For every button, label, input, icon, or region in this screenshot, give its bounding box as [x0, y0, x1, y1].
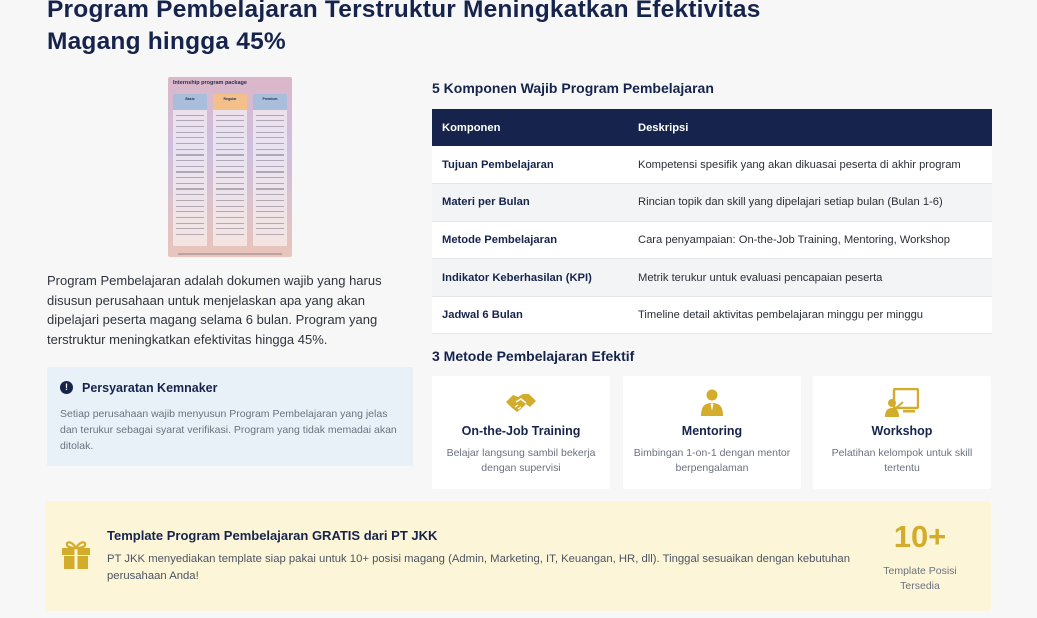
component-name: Indikator Keberhasilan (KPI): [432, 259, 628, 297]
component-name: Metode Pembelajaran: [432, 221, 628, 259]
methods-title: 3 Metode Pembelajaran Efektif: [432, 348, 635, 364]
thumbnail-column-premium: [253, 94, 287, 246]
presentation-icon: [885, 388, 919, 418]
intro-paragraph: Program Pembelajaran adalah dokumen wajib yang harus disusun perusahaan untuk menjelaskan apa yang akan dipelajari peserta magang selama 6 bulan. Program yang terstruktur meningkatkan efektivitas hingga 45%.: [47, 273, 382, 347]
mentor-icon: [695, 388, 729, 418]
method-desc: Bimbingan 1-on-1 dengan mentor berpengalaman: [633, 447, 791, 474]
component-name: Jadwal 6 Bulan: [432, 296, 628, 334]
component-desc: Kompetensi spesifik yang akan dikuasai peserta di akhir program: [628, 146, 992, 184]
component-desc: Metrik terukur untuk evaluasi pencapaian peserta: [628, 259, 992, 297]
components-title: 5 Komponen Wajib Program Pembelajaran: [432, 80, 714, 96]
thumbnail-column-label: Regular: [213, 94, 247, 110]
template-count-label: Template Posisi Tersedia: [883, 565, 957, 592]
thumbnail-title: Internship program package: [173, 80, 247, 86]
method-title: On-the-Job Training: [461, 424, 581, 438]
method-title: Workshop: [871, 424, 933, 438]
gift-icon: [60, 538, 92, 570]
notice-title: Persyaratan Kemnaker: [82, 381, 218, 395]
method-card-mentoring: [623, 376, 801, 489]
column-header-description: Deskripsi: [628, 109, 992, 146]
component-desc: Rincian topik dan skill yang dipelajari setiap bulan (Bulan 1-6): [628, 184, 992, 222]
thumbnail-column-basic: [173, 94, 207, 246]
page-title: Program Pembelajaran Terstruktur Meningkatkan Efektivitas Magang hingga 45%: [47, 0, 761, 55]
method-desc: Pelatihan kelompok untuk skill tertentu: [831, 447, 973, 474]
components-table: [432, 109, 992, 334]
table-row: [432, 221, 992, 259]
method-title: Mentoring: [681, 424, 743, 438]
table-row: [432, 146, 992, 184]
program-package-thumbnail: [168, 77, 292, 257]
table-row: [432, 296, 992, 334]
thumbnail-column-label: Basic: [173, 94, 207, 110]
table-row: [432, 259, 992, 297]
component-name: Tujuan Pembelajaran: [432, 146, 628, 184]
column-header-component: Komponen: [432, 109, 628, 146]
notice-text: Setiap perusahaan wajib menyusun Program Pembelajaran yang jelas dan terukur sebagai syarat verifikasi. Program yang tidak memadai akan ditolak.: [60, 408, 397, 452]
component-name: Materi per Bulan: [432, 184, 628, 222]
method-desc: Belajar langsung sambil bekerja dengan supervisi: [446, 447, 596, 474]
method-card-ojt: [432, 376, 610, 489]
handshake-icon: [504, 388, 538, 418]
thumbnail-column-regular: [213, 94, 247, 246]
free-template-banner: [45, 501, 991, 611]
table-header-row: [432, 109, 992, 146]
thumbnail-column-label: Premium: [253, 94, 287, 110]
component-desc: Timeline detail aktivitas pembelajaran minggu per minggu: [628, 296, 992, 334]
component-desc: Cara penyampaian: On-the-Job Training, Mentoring, Workshop: [628, 221, 992, 259]
method-card-workshop: [813, 376, 991, 489]
banner-title: Template Program Pembelajaran GRATIS dari PT JKK: [107, 528, 438, 543]
requirement-notice: [47, 367, 413, 466]
banner-text: PT JKK menyediakan template siap pakai untuk 10+ posisi magang (Admin, Marketing, IT, Keuangan, HR, dll). Tinggal sesuaikan dengan kebutuhan perusahaan Anda!: [107, 553, 851, 582]
template-count: 10+: [893, 519, 947, 554]
table-row: [432, 184, 992, 222]
exclamation-circle-icon: !: [60, 381, 73, 394]
